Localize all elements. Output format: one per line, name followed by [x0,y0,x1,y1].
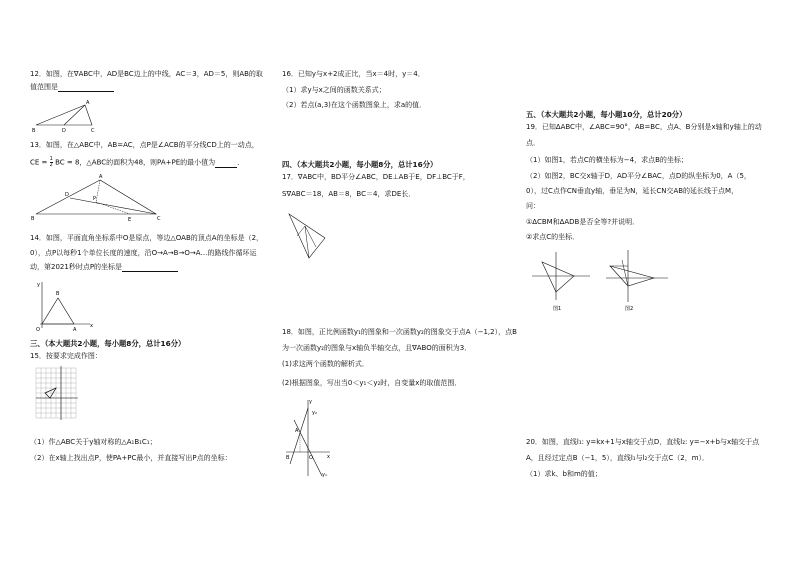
q18-label-y2: y₂ [312,410,317,416]
q17-perp-de [297,226,305,236]
q13-line2: CE = $\frac{1}{2}$ BC = 8，△ABC的面积为48，则PA+PE的最小值为 ． [30,156,245,168]
q13-figure [30,172,162,222]
q12-label-c: C [91,128,95,134]
q18-line1: 18．如图，正比例函数y₁的图象和一次函数y₂的图象交于点A（−1,2），点B [282,328,517,336]
q13-label-a: A [99,174,103,180]
q19-fig2-triangle [610,266,654,286]
q20-line2: A，且经过定点B（−1，5），直线l₁与l₂交于点C（2，m）． [526,454,710,462]
q14-label-y: y [37,282,40,288]
q19-part1: （1）如图1，若点C的横坐标为−4，求点B的坐标； [526,156,688,164]
q18-line-y2 [290,408,308,464]
q13-line1: 13．如图，在△ABC中，AB=AC，点P是∠ACB的平分线CD上的一动点， [30,141,259,149]
q12-line1: 12．如图，在∇ABC中，AD是BC边上的中线，AC＝3，AD＝5，则AB的取 [30,70,263,78]
q15-intro: 15．按要求完成作图： [30,352,102,360]
q12-label-b: B [32,128,36,134]
q19-part2c: 问： [526,202,540,210]
q13-fraction: $\frac{1}{2}$ [49,156,53,168]
q12-label-a: A [86,100,90,106]
q17-triangle [289,214,325,258]
q13-segment-pa [96,180,100,202]
q18-line2: 为一次函数y₂的图象与x轴负半轴交点，且∇ABO的面积为3． [282,344,472,352]
q18-label-a: A [295,428,299,434]
q12-label-d: D [62,128,66,134]
q16-part1: （1）求y与x之间的函数关系式； [282,86,386,94]
section-3-heading: 三、（本大题共2小题，每小题8分，总计16分） [30,339,186,348]
q19-sub2: ②求点C的坐标． [526,233,580,241]
q18-part1: (1)求这两个函数的解析式． [282,360,369,368]
q18-figure [282,396,332,478]
q13-label-b: B [31,216,35,222]
q12-answer-blank [58,84,114,92]
q19-line1: 19．已知∆ABC中，∠ABC=90°，AB=BC，点A、B分别是x轴和y轴上的动 [526,123,762,131]
q19-figure-1 [530,248,592,314]
q12-line2: 值范围是 [30,83,114,92]
q14-answer-blank [122,264,178,272]
q13-label-d: D [65,192,69,198]
q14-line3: 动，第2021秒时点P的坐标是 [30,263,178,272]
q14-label-x: x [90,323,93,329]
q19-part2a: （2）如图2，BC交x轴于D，AD平分∠BAC，点D的纵坐标为0，A（5， [526,172,751,180]
q13-label-c: C [157,216,161,222]
q12-median [64,105,85,125]
q19-part2b: 0），过C点作CN垂直y轴，垂足为N，延长CN交AB的延长线于点M， [526,187,739,195]
q18-label-b: B [286,455,290,461]
q18-part2: (2)根据图象，写出当0＜y₁＜y₂时，自变量x的取值范围． [282,379,462,387]
section-4-heading: 四、（本大题共2小题，每小题8分，总计16分） [282,160,438,169]
q19-fig2-segment-bm [622,260,628,286]
q14-figure [34,278,94,332]
q19-fig2-caption: 图2 [625,306,634,312]
q15-part2: （2）在x轴上找出点P，使PA+PC最小，并直接写出P点的坐标： [30,454,232,462]
q12-figure [30,98,100,134]
q18-label-y1: y₁ [322,472,327,478]
q17-perp-df [305,226,316,247]
q19-sub1: ①∆CBM和∆ADB是否全等?并说明． [526,218,640,226]
q14-line2: 0），点P以每秒1个单位长度的速度，沿O→A→B→O→A…的路线作循环运 [30,249,257,257]
q20-part1: （1）求k、b和m的值； [526,470,602,478]
q15-grid-lines [36,368,76,418]
q18-label-o: O [309,455,313,461]
q16-line1: 16．已知y与x+2成正比，当x＝4时，y＝4． [282,70,425,78]
q19-fig1-caption: 图1 [553,306,562,312]
q15-part1: （1）作△ABC关于y轴对称的△A₁B₁C₁； [30,438,157,446]
q14-triangle [42,298,74,324]
q15-grid-figure [34,364,80,422]
q17-figure [285,206,329,262]
q18-label-y: y [309,399,312,405]
q18-label-x: x [327,454,330,460]
q17-line1: 17．∇ABC中，BD平分∠ABC，DE⊥AB于E，DF⊥BC于F， [282,173,470,181]
q13-label-e: E [128,217,132,223]
q14-label-o: O [36,327,40,333]
q19-figure-2 [604,248,670,314]
q17-line2: S∇ABC＝18，AB＝8，BC＝4，求DE长． [282,190,416,198]
q19-fig1-triangle [542,262,574,292]
section-5-heading: 五、（本大题共2小题，每小题10分，总计20分） [526,110,687,119]
q14-label-b: B [56,291,60,297]
q13-label-p: P [93,196,97,202]
q19-line2: 点． [526,139,540,147]
q16-part2: （2）若点(a,3)在这个函数图象上，求a的值． [282,101,427,109]
q14-line1: 14．如图，平面直角坐标系中O是原点，等边△OAB的顶点A的坐标是（2， [30,234,264,242]
q13-answer-blank [215,160,237,168]
q12-triangle [36,105,92,125]
q20-line1: 20．如图，直线l₁: y=kx+1与x轴交于点D，直线l₂: y=−x+b与x轴交于点 [526,438,760,446]
q14-label-a: A [73,327,77,333]
